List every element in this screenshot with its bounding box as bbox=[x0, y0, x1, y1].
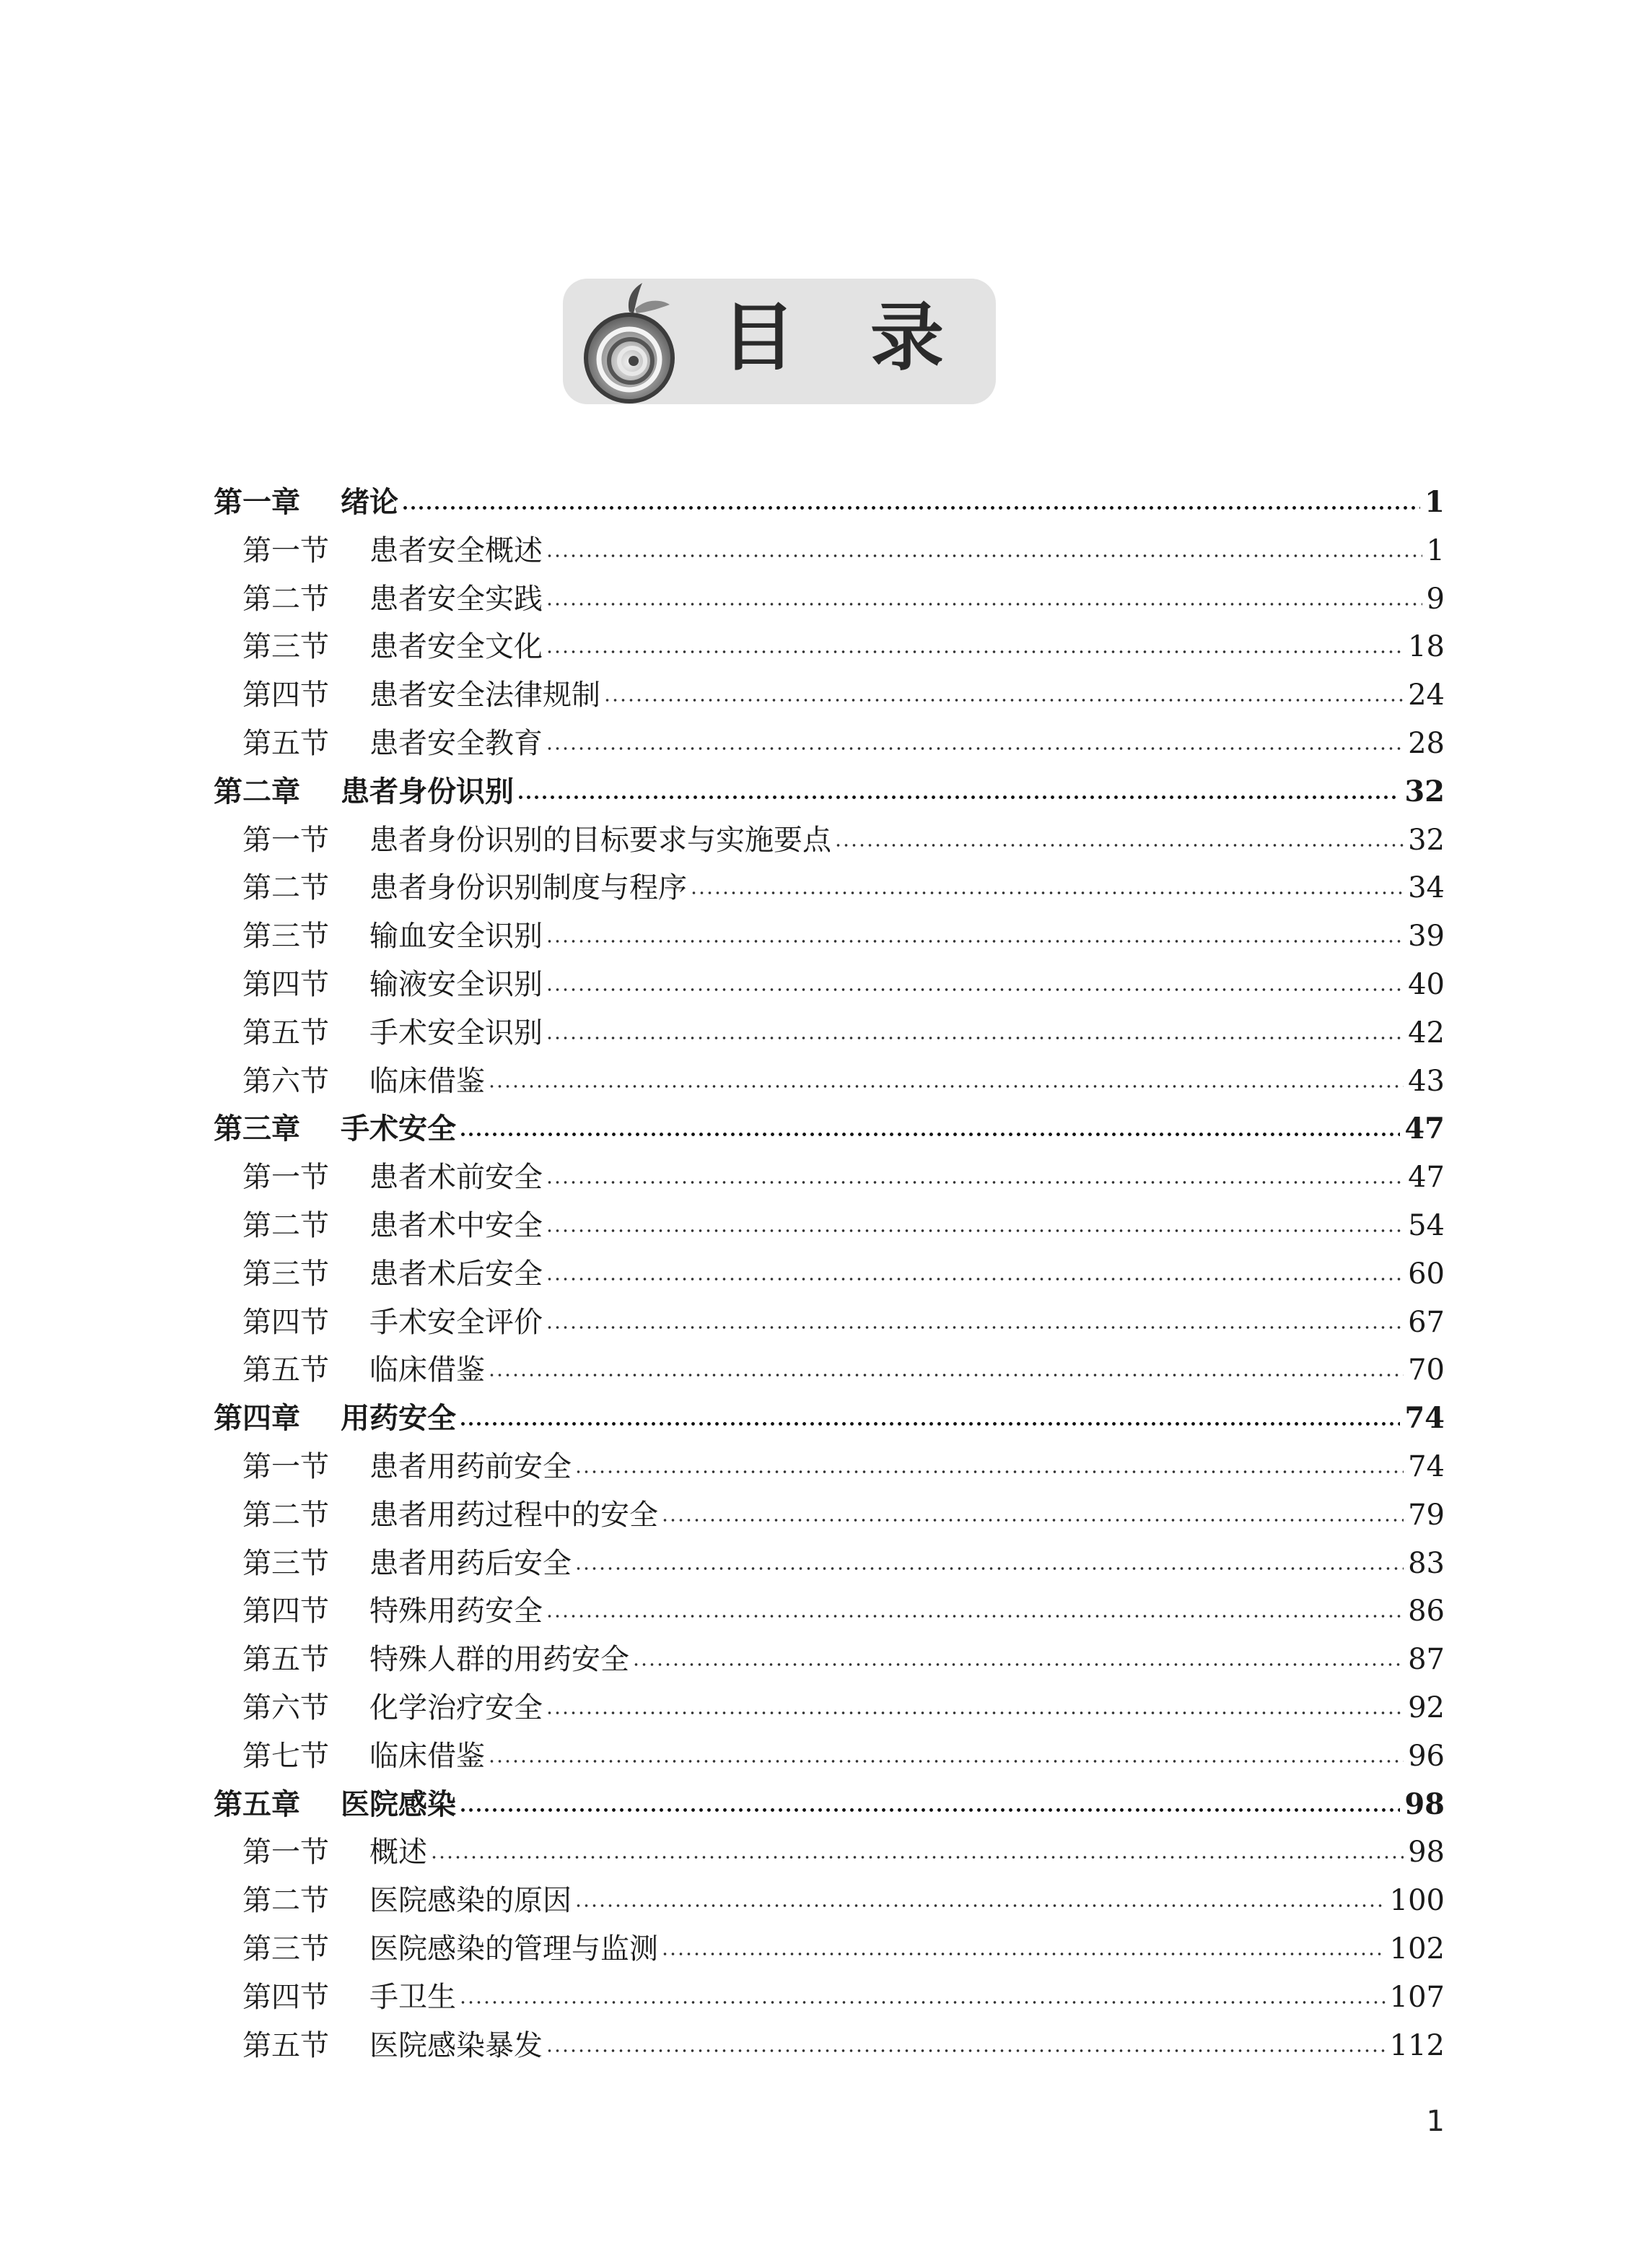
section-title: 手卫生 bbox=[369, 1981, 456, 2014]
toc-section-row[interactable] bbox=[242, 1348, 1445, 1392]
page-number: 1 bbox=[1426, 2105, 1445, 2138]
section-title: 患者安全法律规制 bbox=[369, 679, 600, 712]
toc-chapter-row[interactable] bbox=[214, 481, 1445, 524]
dot-leader bbox=[574, 1904, 1386, 1907]
page-ref: 42 bbox=[1408, 1016, 1445, 1050]
dot-leader bbox=[546, 1615, 1404, 1618]
dot-leader bbox=[546, 2049, 1386, 2052]
section-label: 第二节 bbox=[242, 871, 329, 904]
section-title: 患者用药过程中的安全 bbox=[369, 1499, 658, 1532]
section-title: 患者安全实践 bbox=[369, 583, 543, 616]
section-label: 第五节 bbox=[242, 2029, 329, 2062]
page-ref: 39 bbox=[1408, 920, 1445, 953]
section-title: 医院感染的管理与监测 bbox=[369, 1932, 658, 1966]
section-label: 第三节 bbox=[242, 630, 329, 663]
section-label: 第三节 bbox=[242, 1932, 329, 1966]
toc-section-row[interactable] bbox=[242, 1156, 1445, 1199]
toc-section-row[interactable] bbox=[242, 1252, 1445, 1296]
section-title: 临床借鉴 bbox=[369, 1065, 485, 1098]
section-title: 临床借鉴 bbox=[369, 1353, 485, 1387]
toc-section-row[interactable] bbox=[242, 1204, 1445, 1247]
toc-section-row[interactable] bbox=[242, 866, 1445, 910]
dot-leader bbox=[459, 1808, 1400, 1812]
dot-leader bbox=[546, 1229, 1404, 1232]
page-ref: 1 bbox=[1424, 485, 1445, 519]
section-title: 手术安全识别 bbox=[369, 1016, 543, 1050]
section-title: 特殊人群的用药安全 bbox=[369, 1643, 629, 1676]
section-title: 临床借鉴 bbox=[369, 1740, 485, 1773]
dot-leader bbox=[459, 1422, 1400, 1426]
section-title: 患者安全教育 bbox=[369, 727, 543, 760]
section-title: 医院感染的原因 bbox=[369, 1884, 572, 1917]
section-title: 手术安全评价 bbox=[369, 1306, 543, 1339]
dot-leader bbox=[661, 1519, 1404, 1522]
toc-section-row[interactable] bbox=[242, 1011, 1445, 1055]
page-ref: 34 bbox=[1408, 871, 1445, 904]
section-label: 第六节 bbox=[242, 1691, 329, 1724]
chapter-label: 第五章 bbox=[214, 1788, 300, 1821]
section-label: 第五节 bbox=[242, 1353, 329, 1387]
page-ref: 32 bbox=[1404, 775, 1445, 808]
toc-chapter-row[interactable] bbox=[214, 1107, 1445, 1151]
toc-section-row[interactable] bbox=[242, 963, 1445, 1006]
section-label: 第四节 bbox=[242, 1595, 329, 1628]
toc-section-row[interactable] bbox=[242, 1638, 1445, 1681]
toc-section-row[interactable] bbox=[242, 722, 1445, 765]
page-ref: 60 bbox=[1408, 1257, 1445, 1291]
toc-section-row[interactable] bbox=[242, 819, 1445, 862]
section-label: 第一节 bbox=[242, 1450, 329, 1483]
chapter-title: 医院感染 bbox=[341, 1788, 456, 1821]
toc-section-row[interactable] bbox=[242, 1686, 1445, 1730]
page-ref: 70 bbox=[1408, 1353, 1445, 1387]
dot-leader bbox=[546, 650, 1404, 653]
toc-section-row[interactable] bbox=[242, 1542, 1445, 1585]
dot-leader bbox=[488, 1760, 1404, 1763]
toc-section-row[interactable] bbox=[242, 529, 1445, 572]
section-label: 第五节 bbox=[242, 727, 329, 760]
dot-leader bbox=[661, 1953, 1386, 1955]
page-ref: 112 bbox=[1389, 2029, 1445, 2062]
page-ref: 102 bbox=[1389, 1932, 1445, 1966]
toc-heading-char-1: 目 bbox=[722, 295, 795, 381]
section-label: 第一节 bbox=[242, 1836, 329, 1869]
chapter-label: 第二章 bbox=[214, 775, 300, 808]
dot-leader bbox=[401, 506, 1420, 510]
page-ref: 32 bbox=[1408, 824, 1445, 857]
page-ref: 47 bbox=[1404, 1112, 1445, 1146]
dot-leader bbox=[690, 891, 1404, 894]
section-title: 输血安全识别 bbox=[369, 920, 543, 953]
section-label: 第二节 bbox=[242, 1209, 329, 1242]
dot-leader bbox=[546, 1326, 1404, 1329]
page-ref: 83 bbox=[1408, 1547, 1445, 1580]
dot-leader bbox=[574, 1567, 1404, 1570]
section-title: 输液安全识别 bbox=[369, 968, 543, 1001]
section-title: 概述 bbox=[369, 1836, 427, 1869]
toc-section-row[interactable] bbox=[242, 1301, 1445, 1344]
toc-section-row[interactable] bbox=[242, 915, 1445, 958]
page-ref: 100 bbox=[1389, 1884, 1445, 1917]
dot-leader bbox=[459, 2001, 1386, 2004]
chapter-title: 绪论 bbox=[341, 486, 398, 519]
section-label: 第四节 bbox=[242, 1981, 329, 2014]
page-ref: 67 bbox=[1408, 1306, 1445, 1339]
toc-section-row[interactable] bbox=[242, 2024, 1445, 2067]
section-label: 第四节 bbox=[242, 1306, 329, 1339]
dot-leader bbox=[430, 1856, 1404, 1859]
section-label: 第三节 bbox=[242, 920, 329, 953]
chapter-title: 手术安全 bbox=[341, 1112, 456, 1146]
section-label: 第二节 bbox=[242, 1499, 329, 1532]
dot-leader bbox=[546, 1711, 1404, 1714]
toc-section-row[interactable] bbox=[242, 1831, 1445, 1874]
dot-leader bbox=[546, 940, 1404, 943]
toc-section-row[interactable] bbox=[242, 1060, 1445, 1103]
section-title: 患者身份识别制度与程序 bbox=[369, 871, 687, 904]
page-ref: 40 bbox=[1408, 968, 1445, 1001]
swirl-fruit-icon bbox=[576, 280, 684, 407]
chapter-label: 第四章 bbox=[214, 1402, 300, 1435]
page-ref: 1 bbox=[1426, 534, 1445, 567]
dot-leader bbox=[517, 795, 1400, 799]
section-title: 患者术前安全 bbox=[369, 1161, 543, 1194]
dot-leader bbox=[488, 1085, 1404, 1088]
page-ref: 98 bbox=[1404, 1787, 1445, 1821]
dot-leader bbox=[574, 1470, 1404, 1473]
page-ref: 9 bbox=[1426, 583, 1445, 616]
page-ref: 87 bbox=[1408, 1643, 1445, 1676]
chapter-label: 第一章 bbox=[214, 486, 300, 519]
toc-section-row[interactable] bbox=[242, 1976, 1445, 2019]
section-title: 患者安全概述 bbox=[369, 534, 543, 567]
section-title: 患者用药前安全 bbox=[369, 1450, 572, 1483]
toc-chapter-row[interactable] bbox=[214, 1783, 1445, 1826]
page-ref: 43 bbox=[1408, 1065, 1445, 1098]
section-label: 第五节 bbox=[242, 1016, 329, 1050]
page-ref: 107 bbox=[1389, 1981, 1445, 2014]
section-title: 患者身份识别的目标要求与实施要点 bbox=[369, 824, 831, 857]
toc-section-row[interactable] bbox=[242, 1879, 1445, 1922]
section-label: 第三节 bbox=[242, 1257, 329, 1291]
dot-leader bbox=[546, 1181, 1404, 1184]
dot-leader bbox=[834, 844, 1404, 847]
section-title: 患者安全文化 bbox=[369, 630, 543, 663]
toc-section-row[interactable] bbox=[242, 577, 1445, 621]
dot-leader bbox=[546, 1278, 1404, 1281]
page-ref: 79 bbox=[1408, 1499, 1445, 1532]
page-ref: 98 bbox=[1408, 1836, 1445, 1869]
section-label: 第七节 bbox=[242, 1740, 329, 1773]
dot-leader bbox=[546, 554, 1422, 557]
chapter-title: 患者身份识别 bbox=[341, 775, 514, 808]
section-label: 第三节 bbox=[242, 1547, 329, 1580]
page-ref: 92 bbox=[1408, 1691, 1445, 1724]
toc-section-row[interactable] bbox=[242, 625, 1445, 668]
section-label: 第一节 bbox=[242, 1161, 329, 1194]
dot-leader bbox=[603, 699, 1404, 702]
page-ref: 96 bbox=[1408, 1740, 1445, 1773]
dot-leader bbox=[459, 1133, 1400, 1136]
toc-chapter-row[interactable] bbox=[214, 1397, 1445, 1440]
toc-section-row[interactable] bbox=[242, 1735, 1445, 1778]
toc-section-row[interactable] bbox=[242, 1445, 1445, 1488]
page-ref: 28 bbox=[1408, 727, 1445, 760]
page-ref: 24 bbox=[1408, 679, 1445, 712]
page-ref: 54 bbox=[1408, 1209, 1445, 1242]
section-title: 患者术中安全 bbox=[369, 1209, 543, 1242]
section-title: 化学治疗安全 bbox=[369, 1691, 543, 1724]
section-label: 第四节 bbox=[242, 968, 329, 1001]
section-title: 特殊用药安全 bbox=[369, 1595, 543, 1628]
toc-section-row[interactable] bbox=[242, 1589, 1445, 1633]
toc-chapter-row[interactable] bbox=[214, 770, 1445, 814]
chapter-title: 用药安全 bbox=[341, 1402, 456, 1435]
toc-section-row[interactable] bbox=[242, 1493, 1445, 1537]
section-label: 第二节 bbox=[242, 583, 329, 616]
page-ref: 74 bbox=[1404, 1401, 1445, 1435]
page-ref: 47 bbox=[1408, 1161, 1445, 1194]
toc-section-row[interactable] bbox=[242, 673, 1445, 717]
section-label: 第四节 bbox=[242, 679, 329, 712]
section-label: 第五节 bbox=[242, 1643, 329, 1676]
toc-section-row[interactable] bbox=[242, 1927, 1445, 1971]
dot-leader bbox=[546, 988, 1404, 991]
dot-leader bbox=[546, 1037, 1404, 1039]
page-ref: 74 bbox=[1408, 1450, 1445, 1483]
dot-leader bbox=[488, 1374, 1404, 1377]
dot-leader bbox=[632, 1663, 1404, 1666]
dot-leader bbox=[546, 603, 1422, 606]
section-title: 医院感染暴发 bbox=[369, 2029, 543, 2062]
section-title: 患者术后安全 bbox=[369, 1257, 543, 1291]
chapter-label: 第三章 bbox=[214, 1112, 300, 1146]
section-label: 第一节 bbox=[242, 824, 329, 857]
toc-heading-char-2: 录 bbox=[870, 295, 944, 381]
dot-leader bbox=[546, 747, 1404, 750]
page-ref: 86 bbox=[1408, 1595, 1445, 1628]
section-label: 第一节 bbox=[242, 534, 329, 567]
section-title: 患者用药后安全 bbox=[369, 1547, 572, 1580]
page-ref: 18 bbox=[1408, 630, 1445, 663]
section-label: 第六节 bbox=[242, 1065, 329, 1098]
section-label: 第二节 bbox=[242, 1884, 329, 1917]
